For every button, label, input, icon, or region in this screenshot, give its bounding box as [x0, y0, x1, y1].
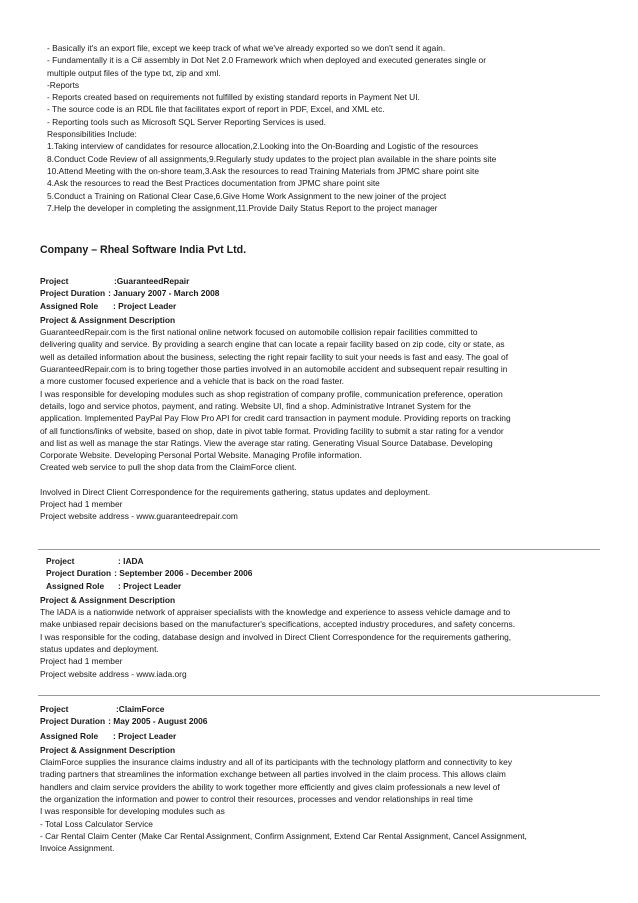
text-line: - Reports created based on requirements not fulfilled by existing standard reports in Payment Net UI. — [47, 92, 420, 103]
duration-value: : May 2005 - August 2006 — [108, 716, 208, 727]
divider — [38, 549, 600, 550]
duration-value: : January 2007 - March 2008 — [108, 288, 220, 299]
text-line: status updates and deployment. — [40, 644, 159, 655]
text-line: Involved in Direct Client Correspondence for the requirements gathering, status updates and deployment. — [40, 486, 431, 497]
duration-value: : September 2006 - December 2006 — [114, 568, 253, 579]
text-line: GuaranteedRepair.com is the first national online network focused on automobile collision repair facilities committed to — [40, 327, 478, 338]
text-line: well as detailed information about the business, selecting the right repair facility to suit your needs is fast and easy. The goal of — [40, 351, 509, 362]
project-duration-row — [0, 567, 638, 579]
text-line: I was responsible for the coding, database design and involved in Direct Client Correspondence for the requirements gathering, — [40, 631, 512, 642]
text-line: - Car Rental Claim Center (Make Car Rental Assignment, Confirm Assignment, Extend Car Rental Assignment, Cancel Assignment, — [40, 830, 527, 841]
project-duration-row — [0, 287, 638, 299]
text-line: - The source code is an RDL file that facilitates export of report in PDF, Excel, and XML etc. — [47, 104, 385, 115]
text-line: Created web service to pull the shop data from the ClaimForce client. — [40, 462, 297, 473]
duration-label: Project Duration — [40, 716, 106, 727]
text-line: 5.Conduct a Training on Rational Clear Case,6.Give Home Work Assignment to the new joiner of the project — [47, 190, 447, 201]
divider — [38, 695, 600, 696]
reports-and-responsibilities — [0, 42, 638, 214]
text-line: Corporate Website. Developing Personal Portal Website. Managing Profile information. — [40, 450, 362, 461]
text-line: and list as well as manage the star Ratings. View the average star rating. Generating Visual Source Database. Developing — [40, 437, 493, 448]
project-description — [0, 606, 638, 680]
text-line: delivering quality and service. By providing a search engine that can locate a repair facility based on zip code, city or state, as — [40, 339, 505, 350]
text-line: Project website address - www.guaranteedrepair.com — [40, 511, 238, 522]
text-line: a more customer focused experience and a vehicle that is back on the road faster. — [40, 376, 344, 387]
duration-label: Project Duration — [46, 568, 112, 579]
project-name-row — [0, 275, 638, 287]
role-value: : Project Leader — [113, 300, 177, 311]
text-line: I was responsible for developing modules such as shop registration of company profile, communication preference, operation — [40, 388, 503, 399]
text-line: GuaranteedRepair.com is to bring together those parties involved in an automobile accident and subsequent repair resulting in — [40, 364, 508, 375]
text-line: The IADA is a nationwide network of appraiser specialists with the knowledge and experience to assess vehicle damage and to — [40, 607, 511, 618]
text-line: - Basically it's an export file, except we keep track of what we've already exported so we don't send it again. — [47, 43, 446, 53]
assigned-role-row — [0, 730, 638, 742]
description-heading: Project & Assignment Description — [40, 744, 176, 755]
text-line: - Fundamentally it is a C# assembly in Dot Net 2.0 Framework which when deployed and executed generates single or — [47, 55, 486, 66]
text-line: ClaimForce supplies the insurance claims industry and all of its participants with the technology platform and connectivity to key — [40, 757, 513, 768]
text-line: application. Implemented PayPal Pay Flow Pro API for credit card transaction in payment module. Providing reports on tracking — [40, 413, 511, 424]
project-description — [0, 326, 638, 522]
role-label: Assigned Role — [40, 730, 99, 741]
text-line: 10.Attend Meeting with the on-shore team,3.Ask the resources to read Training Materials from JPMC share point site — [47, 165, 479, 176]
text-line: Project had 1 member — [40, 656, 123, 667]
text-line: multiple output files of the type txt, zip and xml. — [47, 67, 221, 78]
text-line: Project had 1 member — [40, 499, 123, 510]
project-label: Project — [46, 556, 75, 566]
project-description — [0, 756, 638, 854]
text-line: 4.Ask the resources to read the Best Practices documentation from JPMC share point site — [47, 178, 380, 189]
project-claimforce — [0, 703, 638, 855]
text-line: trading partners that streamlines the information exchange between all parties involved in the claim process. This allows claim — [40, 769, 506, 780]
project-value: : IADA — [118, 556, 144, 566]
description-heading: Project & Assignment Description — [40, 594, 176, 605]
text-line: 1.Taking interview of candidates for resource allocation,2.Looking into the On-Boarding and Logistic of the resources — [47, 141, 479, 152]
project-value: :GuaranteedRepair — [114, 276, 190, 286]
role-value: : Project Leader — [113, 730, 177, 741]
project-value: :ClaimForce — [116, 704, 165, 714]
project-guaranteedrepair — [0, 275, 638, 523]
project-iada — [0, 555, 638, 680]
text-line: Responsibilities Include: — [47, 129, 137, 140]
text-line: 8.Conduct Code Review of all assignments,9.Regularly study updates to the project plan available in the share points site — [47, 153, 497, 164]
project-duration-row — [0, 715, 638, 727]
project-label: Project — [40, 704, 69, 714]
role-label: Assigned Role — [40, 300, 99, 311]
text-line: Invoice Assignment. — [40, 843, 115, 854]
role-value: : Project Leader — [118, 580, 182, 591]
assigned-role-row — [0, 300, 638, 312]
blank-line — [0, 474, 638, 486]
text-line: - Reporting tools such as Microsoft SQL Server Reporting Services is used. — [47, 116, 326, 127]
text-line: details, logo and service photos, payment, and rating. Website UI, find a shop. Administrative Intranet System for the — [40, 400, 471, 411]
company-heading: Company – Rheal Software India Pvt Ltd. — [40, 244, 247, 256]
project-name-row — [0, 703, 638, 715]
project-name-row — [0, 555, 638, 567]
text-line: the organization the information and power to control their resources, processes and vendor relationships in real time — [40, 794, 473, 805]
text-line: make unbiased repair decisions based on the manufacturer's specifications, accepted industry procedures, and safety concerns. — [40, 619, 516, 630]
text-line: Project website address - www.iada.org — [40, 668, 187, 679]
role-label: Assigned Role — [46, 580, 105, 591]
text-line: handlers and claim service providers the ability to work together more efficiently and gives claim professionals a new level of — [40, 781, 500, 792]
duration-label: Project Duration — [40, 288, 106, 299]
text-line: I was responsible for developing modules such as — [40, 806, 225, 817]
text-line: 7.Help the developer in completing the assignment,11.Provide Daily Status Report to the project manager — [47, 202, 438, 213]
text-line: -Reports — [47, 79, 80, 90]
description-heading: Project & Assignment Description — [40, 314, 176, 325]
project-label: Project — [40, 276, 69, 286]
text-line: of all functions/links of website, based on shop, date in pivot table format. Providing facility to submit a star rating for a vendor — [40, 425, 504, 436]
text-line: - Total Loss Calculator Service — [40, 818, 153, 829]
assigned-role-row — [0, 580, 638, 592]
